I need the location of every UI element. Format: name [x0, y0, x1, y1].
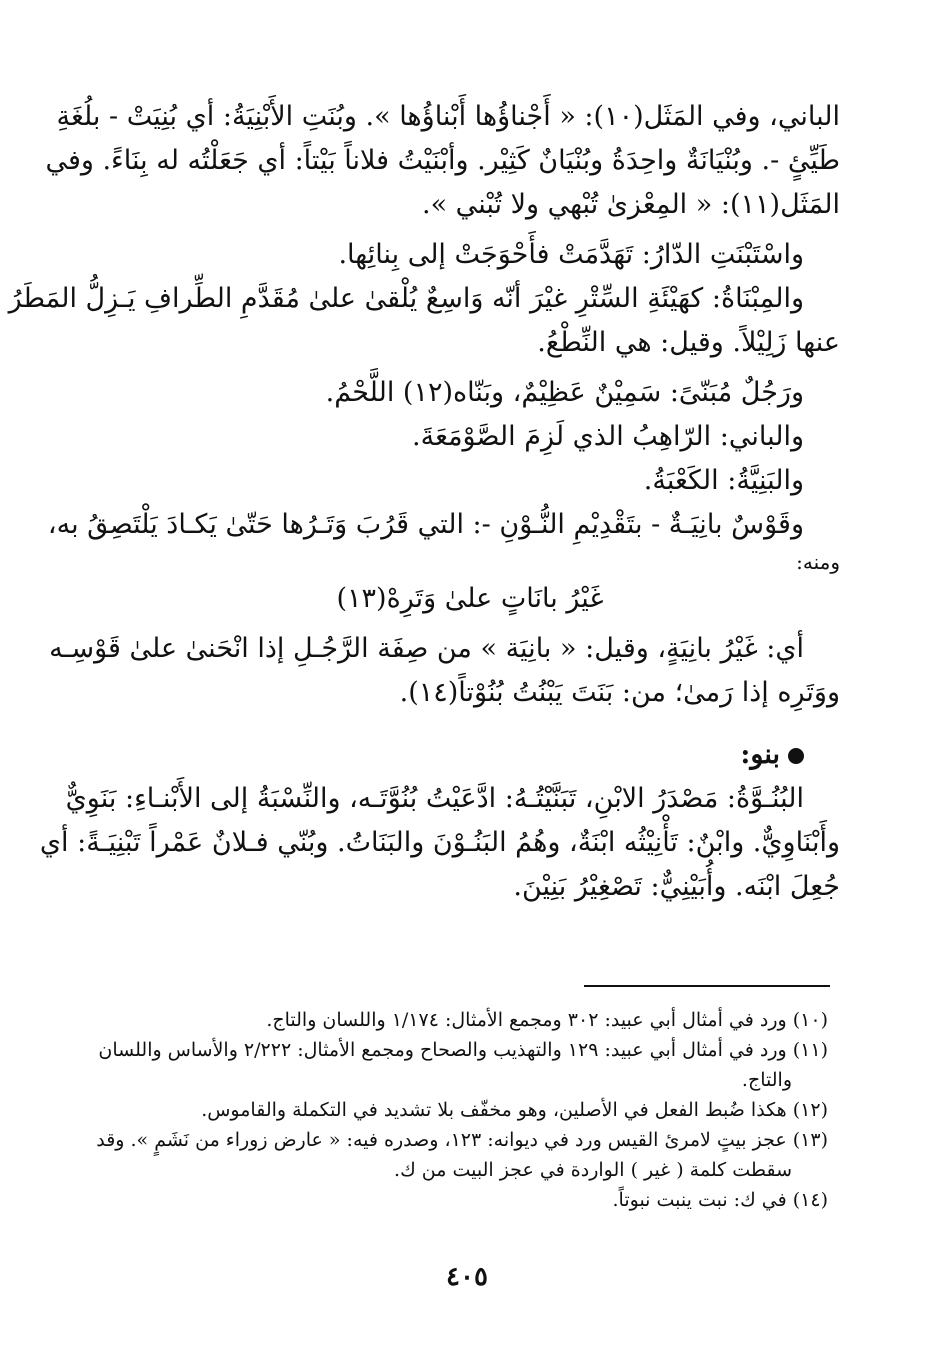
- text-line: ومنه:: [796, 550, 840, 574]
- bullet-icon: [788, 748, 804, 764]
- text-line: أي: غَيْرُ بانِيَةٍ، وقيل: « بانِيَة » من صِفَة الرَّجُـلِ إذا انْحَنىٰ علىٰ قَوْسِـه: [49, 633, 804, 664]
- footnote: (١١) ورد في أمثال أبي عبيد: ١٢٩ والتهذيب والصحاح ومجمع الأمثال: ٢/٢٢٢ والأساس واللسان: [98, 1039, 828, 1061]
- text-line: عنها زَلِيْلاً. وقيل: هي النِّطْعُ.: [537, 327, 840, 358]
- footnote-continuation: والتاج.: [741, 1069, 792, 1091]
- text-line: جُعِلَ ابْنَه. وأُبَيْنِيٌّ: تَصْغِيْرُ بَنِيْنَ.: [513, 871, 840, 902]
- text-line: والباني: الرّاهِبُ الذي لَزِمَ الصَّوْمَعَةَ.: [412, 421, 804, 452]
- page-number: ٤٠٥: [446, 1262, 488, 1292]
- footnote-divider: [584, 985, 830, 987]
- text-line: والمِبْنَاةُ: كهَيْئَةِ السِّتْرِ غيْرَ أنّه وَاسِعٌ يُلْقىٰ علىٰ مُقَدَّمِ الطِّرافِ يَـزِلُّ المَطَرُ: [8, 283, 804, 314]
- text-line: ووَتَرِه إذا رَمىٰ؛ من: بَنَتَ يَبْنُتُ بُنُوْتاً(١٤).: [399, 677, 840, 708]
- text-line: الباني، وفي المَثَل(١٠): « أَجْناؤُها أَبْناؤُها ». وبُنَتِ الأَبْنِيَةُ: أي بُنِيَتْ - بلُغَةِ: [56, 101, 840, 132]
- footnote: (١٢) هكذا ضُبط الفعل في الأصلين، وهو مخفّف بلا تشديد في التكملة والقاموس.: [201, 1099, 828, 1121]
- main-text: [8, 95, 840, 909]
- text-line: ورَجُلٌ مُبَنّىً: سَمِيْنٌ عَظِيْمٌ، وبَنّاه(١٢) اللَّحْمُ.: [325, 377, 804, 408]
- text-line: طَيِّئٍ -. وبُنْيَانَةٌ واحِدَةُ وبُنْيَانٌ كَثِيْر. وأبْنَيْتُ فلاناً بَيْتاً: أي جَعَلْتُه له بِنَاءً. وفي: [45, 145, 840, 176]
- section-heading: [100, 733, 840, 777]
- text-line: وقَوْسٌ بانِيَـةٌ - بتَقْدِيْمِ النُّـوْنِ -: التي قَرُبَ وَتَـرُها حَتّىٰ يَكـادَ يَلْتَصِقُ به،: [47, 509, 804, 540]
- footnote-continuation: سقطت كلمة ( غير ) الواردة في عجز البيت من ك.: [394, 1159, 792, 1181]
- text-line: المَثَل(١١): « المِعْزىٰ تُبْهي ولا تُبْني ».: [422, 189, 840, 220]
- verse-line: غَيْرُ بانَاتٍ علىٰ وَتَرِهْ(١٣): [336, 583, 604, 614]
- text-line: والبَنِيَّةُ: الكَعْبَةُ.: [643, 465, 804, 496]
- footnote: (١٠) ورد في أمثال أبي عبيد: ٣٠٢ ومجمع الأمثال: ١/١٧٤ واللسان والتاج.: [266, 1009, 828, 1031]
- footnote: (١٤) في ك: نبت ينبت نبوتاً.: [612, 1189, 828, 1211]
- section-heading-label: بنو:: [740, 739, 780, 770]
- footnotes: [96, 1005, 828, 1215]
- text-line: البُنُـوَّةُ: مَصْدَرُ الابْنِ، تَبَنَّيْتُـهُ: ادَّعَيْتُ بُنُوَّتَـه، والنِّسْبَةُ إلى الأَبْنـاءِ: بَنَوِيٌّ: [65, 783, 804, 814]
- text-line: واسْتَبْنَتِ الدّارُ: تَهَدَّمَتْ فأَحْوَجَتْ إلى بِنائِها.: [338, 239, 804, 270]
- text-line: وأَبْنَاوِيٌّ. وابْنٌ: تَأْنِيْثُه ابْنَةٌ، وهُمُ البَنُـوْنَ والبَنَاتُ. وبُنّي فـلانٌ عَمْراً تَبْنِيَـةً: أي: [39, 827, 840, 858]
- footnote: (١٣) عجز بيتٍ لامرئ القيس ورد في ديوانه: ١٢٣، وصدره فيه: « عارض زوراء من نَشَمٍ ». وقد: [96, 1129, 828, 1151]
